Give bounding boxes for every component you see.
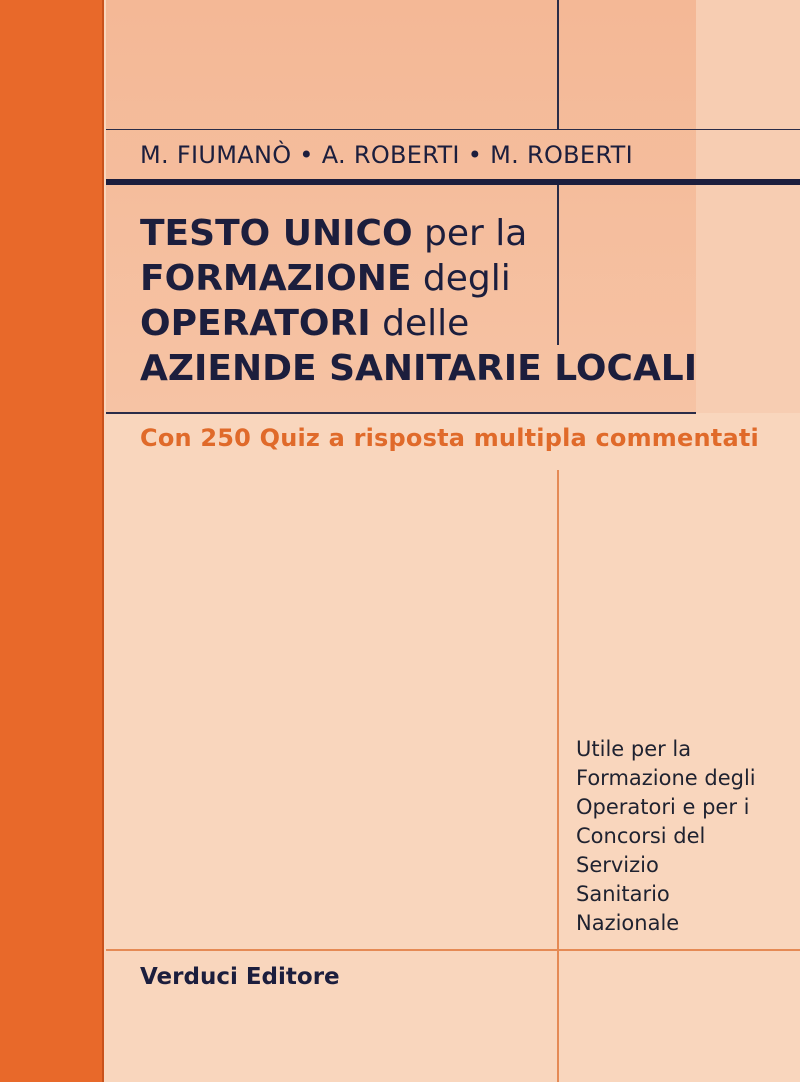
- book-spine-band: [0, 0, 104, 1082]
- title-line-1-rest: per la: [424, 213, 528, 254]
- authors-line: M. FIUMANÒ • A. ROBERTI • M. ROBERTI: [140, 141, 633, 169]
- cover-top-panel-edge: [696, 0, 800, 413]
- blurb-line: Concorsi del: [576, 824, 706, 848]
- rule-below-title: [106, 412, 696, 414]
- blurb-line: Formazione degli: [576, 766, 756, 790]
- title-line-2-rest: degli: [422, 258, 511, 299]
- title-line-3-rest: delle: [382, 303, 470, 344]
- blurb-line: Servizio: [576, 853, 659, 877]
- blurb-line: Utile per la: [576, 737, 692, 761]
- title-line-1-bold: TESTO UNICO: [140, 213, 413, 254]
- title-line-2-bold: FORMAZIONE: [140, 258, 412, 299]
- title-line-3: [140, 302, 697, 347]
- title-line-4-bold: AZIENDE SANITARIE LOCALI: [140, 348, 698, 389]
- vertical-rule-top: [557, 0, 559, 129]
- rule-above-publisher: [106, 949, 800, 951]
- blurb-line: Sanitario: [576, 882, 670, 906]
- rule-below-authors: [106, 179, 800, 185]
- vertical-rule-lower: [557, 470, 559, 1082]
- book-title: [140, 212, 697, 392]
- subtitle: Con 250 Quiz a risposta multipla commentati: [140, 424, 759, 452]
- publisher-name: Verduci Editore: [140, 964, 340, 990]
- blurb-line: Operatori e per i: [576, 795, 750, 819]
- title-line-1: [140, 212, 697, 257]
- blurb-line: Nazionale: [576, 911, 680, 935]
- rule-above-authors: [106, 129, 800, 130]
- title-line-2: [140, 257, 697, 302]
- title-line-4: [140, 347, 697, 392]
- blurb-text: [576, 735, 791, 938]
- title-line-3-bold: OPERATORI: [140, 303, 371, 344]
